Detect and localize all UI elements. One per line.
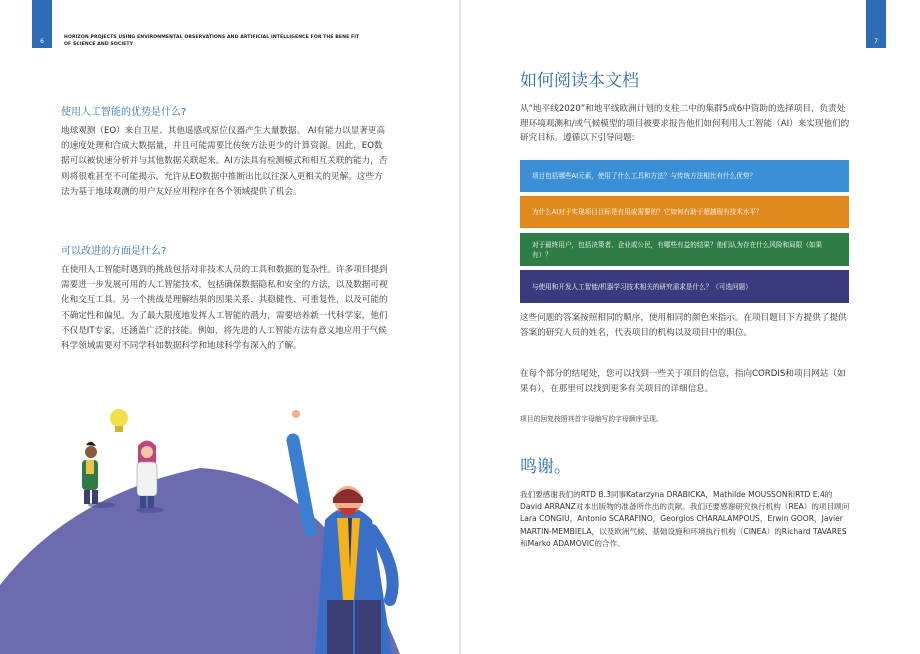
section-body-improvements: 在使用人工智能时遇到的挑战包括对非技术人员的工具和数据的复杂性。许多项目提到需要进一步发展可用的人工智能技术，包括确保数据隐私和安全的方法，以及数据可视化和交互工具。另一个挑战是理解结果的因果关系、其稳健性、可重复性，以及可能的不确定性和偏见。为了最大限度地发挥人工智能的潜力，需要培养新一代科学家，他们不仅是IT专家，还涵盖广泛的技能。例如，将先进的人工智能方法有意义地应用于气候科学领域需要对不同学科如数据科学和地球科学有深入的了解。 xyxy=(61,265,388,352)
section-heading-improvements: 可以改进的方面是什么? xyxy=(61,246,167,257)
question-text-1: 项目包括哪些AI元素，使用了什么工具和方法？与传统方法相比有什么优势？ xyxy=(532,172,757,180)
acknowledgements-body: 我们要感谢我们的RTD B.3同事Katarzyna DRABICKA，Mathilde MOUSSON和RTD E.4的David ARRANZ对本出版物的准备所作出的贡献。我们还要感谢研究执行机构（REA）的项目顾问Lara CONGIU，Antonio SCARAFINO，Georgios CHARALAMPOUS，Erwin GOOR，Javier MARTIN-MEMBIELA，以及欧洲气候、基础设施和环境执行机构（CINEA）的Richard TAVARES和Marko ADAMOVIC的合作。 xyxy=(520,490,850,548)
question-text-4: 与使用和开发人工智能/机器学习技术相关的研究需求是什么？（可选问题） xyxy=(532,282,752,291)
page-number-tab-left xyxy=(32,0,52,48)
project-info-paragraph: 在每个部分的结尾处，您可以找到一些关于项目的信息，指向CORDIS和项目网站（如果有），在那里可以找到更多有关项目的详细信息。 xyxy=(520,369,846,394)
section-heading-advantages: 使用人工智能的优势是什么? xyxy=(61,107,187,118)
page-title: 如何阅读本文档 xyxy=(520,71,639,91)
acknowledgements-title: 鸣谢。 xyxy=(520,457,571,477)
section-body-advantages: 地球观测（EO）来自卫星、其他遥感或原位仪器产生大量数据。 AI有能力以显著更高的速度处理和合成大数据量，并且可能需要比传统方法更少的计算资源。因此，EO数据可以被快速分析并与其他数据关联起来。AI方法具有检测模式和相互关联的能力，否则将很难甚至不可能揭示，允许从EO数据中推断出比以往深入更相关的见解。这些方法为基于地球观测的用户友好应用程序在各个领域提供了机会。 xyxy=(61,126,388,197)
page-number-left: 6 xyxy=(40,38,44,45)
lightbulb-icon xyxy=(110,409,128,432)
question-text-3: 对于最终用户，包括决策者、企业或公民，有哪些有益的结果？他们认为存在什么风险和局限（如果有）？ xyxy=(532,240,823,259)
page-number-tab-right xyxy=(866,0,886,48)
person-green-jacket xyxy=(82,442,98,504)
ordering-note: 项目的回复按照其首字母缩写的字母顺序呈现。 xyxy=(520,415,663,423)
answers-explanation: 这些问题的答案按照相同的顺序，使用相同的颜色来指示。在项目题目下方提供了提供答案的研究人员的姓名，代表项目的机构以及项目中的职位。 xyxy=(520,313,847,338)
running-header: HORIZON PROJECTS USING ENVIRONMENTAL OBSERVATIONS AND ARTIFICIAL INTELLIGENCE FOR THE BENE FIT OF SCIENCE AND SOCIETY xyxy=(64,35,360,47)
people-illustration xyxy=(0,400,459,654)
question-box-2 xyxy=(520,196,849,228)
question-box-1 xyxy=(520,160,849,192)
book-spine xyxy=(459,0,461,654)
question-text-2: 为什么AI对于实现项目目标是有用或需要的？它如何有助于超越现有技术水平？ xyxy=(532,208,763,216)
intro-paragraph: 从“地平线2020”和地平线欧洲计划的支柱二中的集群5或6中资助的选择项目，负责处理环境观测和/或气候模型的项目被要求报告他们如何利用人工智能（AI）来实现他们的研究目标。遵循以下引导问题: xyxy=(520,104,850,144)
question-box-3 xyxy=(520,233,849,266)
question-box-4 xyxy=(520,270,849,303)
page-number-right: 7 xyxy=(874,38,878,45)
